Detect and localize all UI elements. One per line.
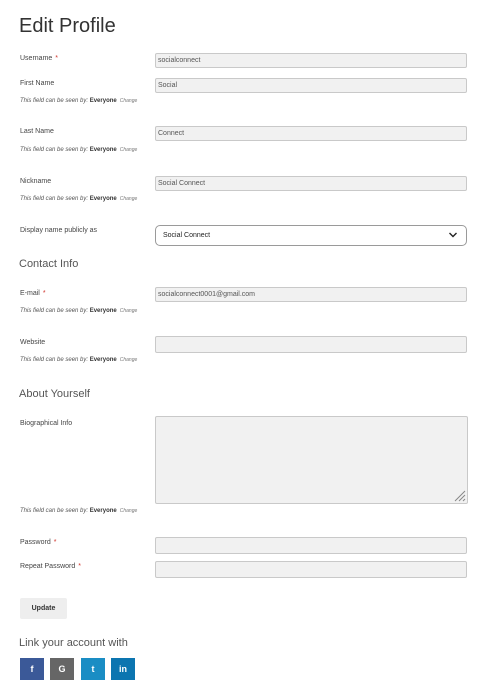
password-label: Password *	[20, 539, 57, 546]
website-label: Website	[20, 339, 46, 346]
about-yourself-heading: About Yourself	[19, 388, 90, 400]
change-visibility-link[interactable]: Change	[119, 357, 138, 363]
page-title: Edit Profile	[19, 15, 116, 37]
facebook-icon[interactable]: f	[20, 658, 44, 680]
last-name-label: Last Name	[20, 128, 54, 135]
bio-label: Biographical Info	[20, 420, 73, 427]
display-name-select[interactable]	[155, 225, 467, 246]
username-field[interactable]: socialconnect	[155, 53, 467, 68]
bio-textarea[interactable]	[155, 416, 468, 504]
change-visibility-link[interactable]: Change	[119, 147, 138, 153]
visibility-hint: This field can be seen by: Everyone Change	[20, 308, 138, 314]
visibility-hint: This field can be seen by: Everyone Change	[20, 357, 138, 363]
nickname-field[interactable]: Social Connect	[155, 176, 467, 191]
contact-info-heading: Contact Info	[19, 258, 79, 270]
google-icon[interactable]: G	[50, 658, 74, 680]
visibility-hint: This field can be seen by: Everyone Change	[20, 98, 138, 104]
required-marker: *	[42, 290, 46, 297]
resize-handle-icon[interactable]	[452, 488, 466, 502]
update-button[interactable]: Update	[20, 598, 67, 619]
visibility-hint: This field can be seen by: Everyone Change	[20, 508, 138, 514]
email-label: E-mail *	[20, 290, 46, 297]
link-account-heading: Link your account with	[19, 637, 128, 649]
display-name-value: Social Connect	[163, 232, 211, 239]
first-name-label: First Name	[20, 80, 55, 87]
change-visibility-link[interactable]: Change	[119, 98, 138, 104]
visibility-hint: This field can be seen by: Everyone Change	[20, 196, 138, 202]
chevron-down-icon	[448, 230, 458, 240]
linkedin-icon[interactable]: in	[111, 658, 135, 680]
repeat-password-field[interactable]	[155, 561, 467, 578]
website-field[interactable]	[155, 336, 467, 353]
password-field[interactable]	[155, 537, 467, 554]
first-name-field[interactable]: Social	[155, 78, 467, 93]
repeat-password-label: Repeat Password *	[20, 563, 81, 570]
twitter-icon[interactable]: t	[81, 658, 105, 680]
last-name-field[interactable]: Connect	[155, 126, 467, 141]
change-visibility-link[interactable]: Change	[119, 508, 138, 514]
nickname-label: Nickname	[20, 178, 52, 185]
username-label: Username *	[20, 55, 59, 62]
required-marker: *	[53, 539, 57, 546]
required-marker: *	[55, 55, 59, 62]
change-visibility-link[interactable]: Change	[119, 308, 138, 314]
email-field[interactable]: socialconnect0001@gmail.com	[155, 287, 467, 302]
required-marker: *	[78, 563, 81, 570]
visibility-hint: This field can be seen by: Everyone Change	[20, 147, 138, 153]
change-visibility-link[interactable]: Change	[119, 196, 138, 202]
display-name-label: Display name publicly as	[20, 227, 98, 234]
